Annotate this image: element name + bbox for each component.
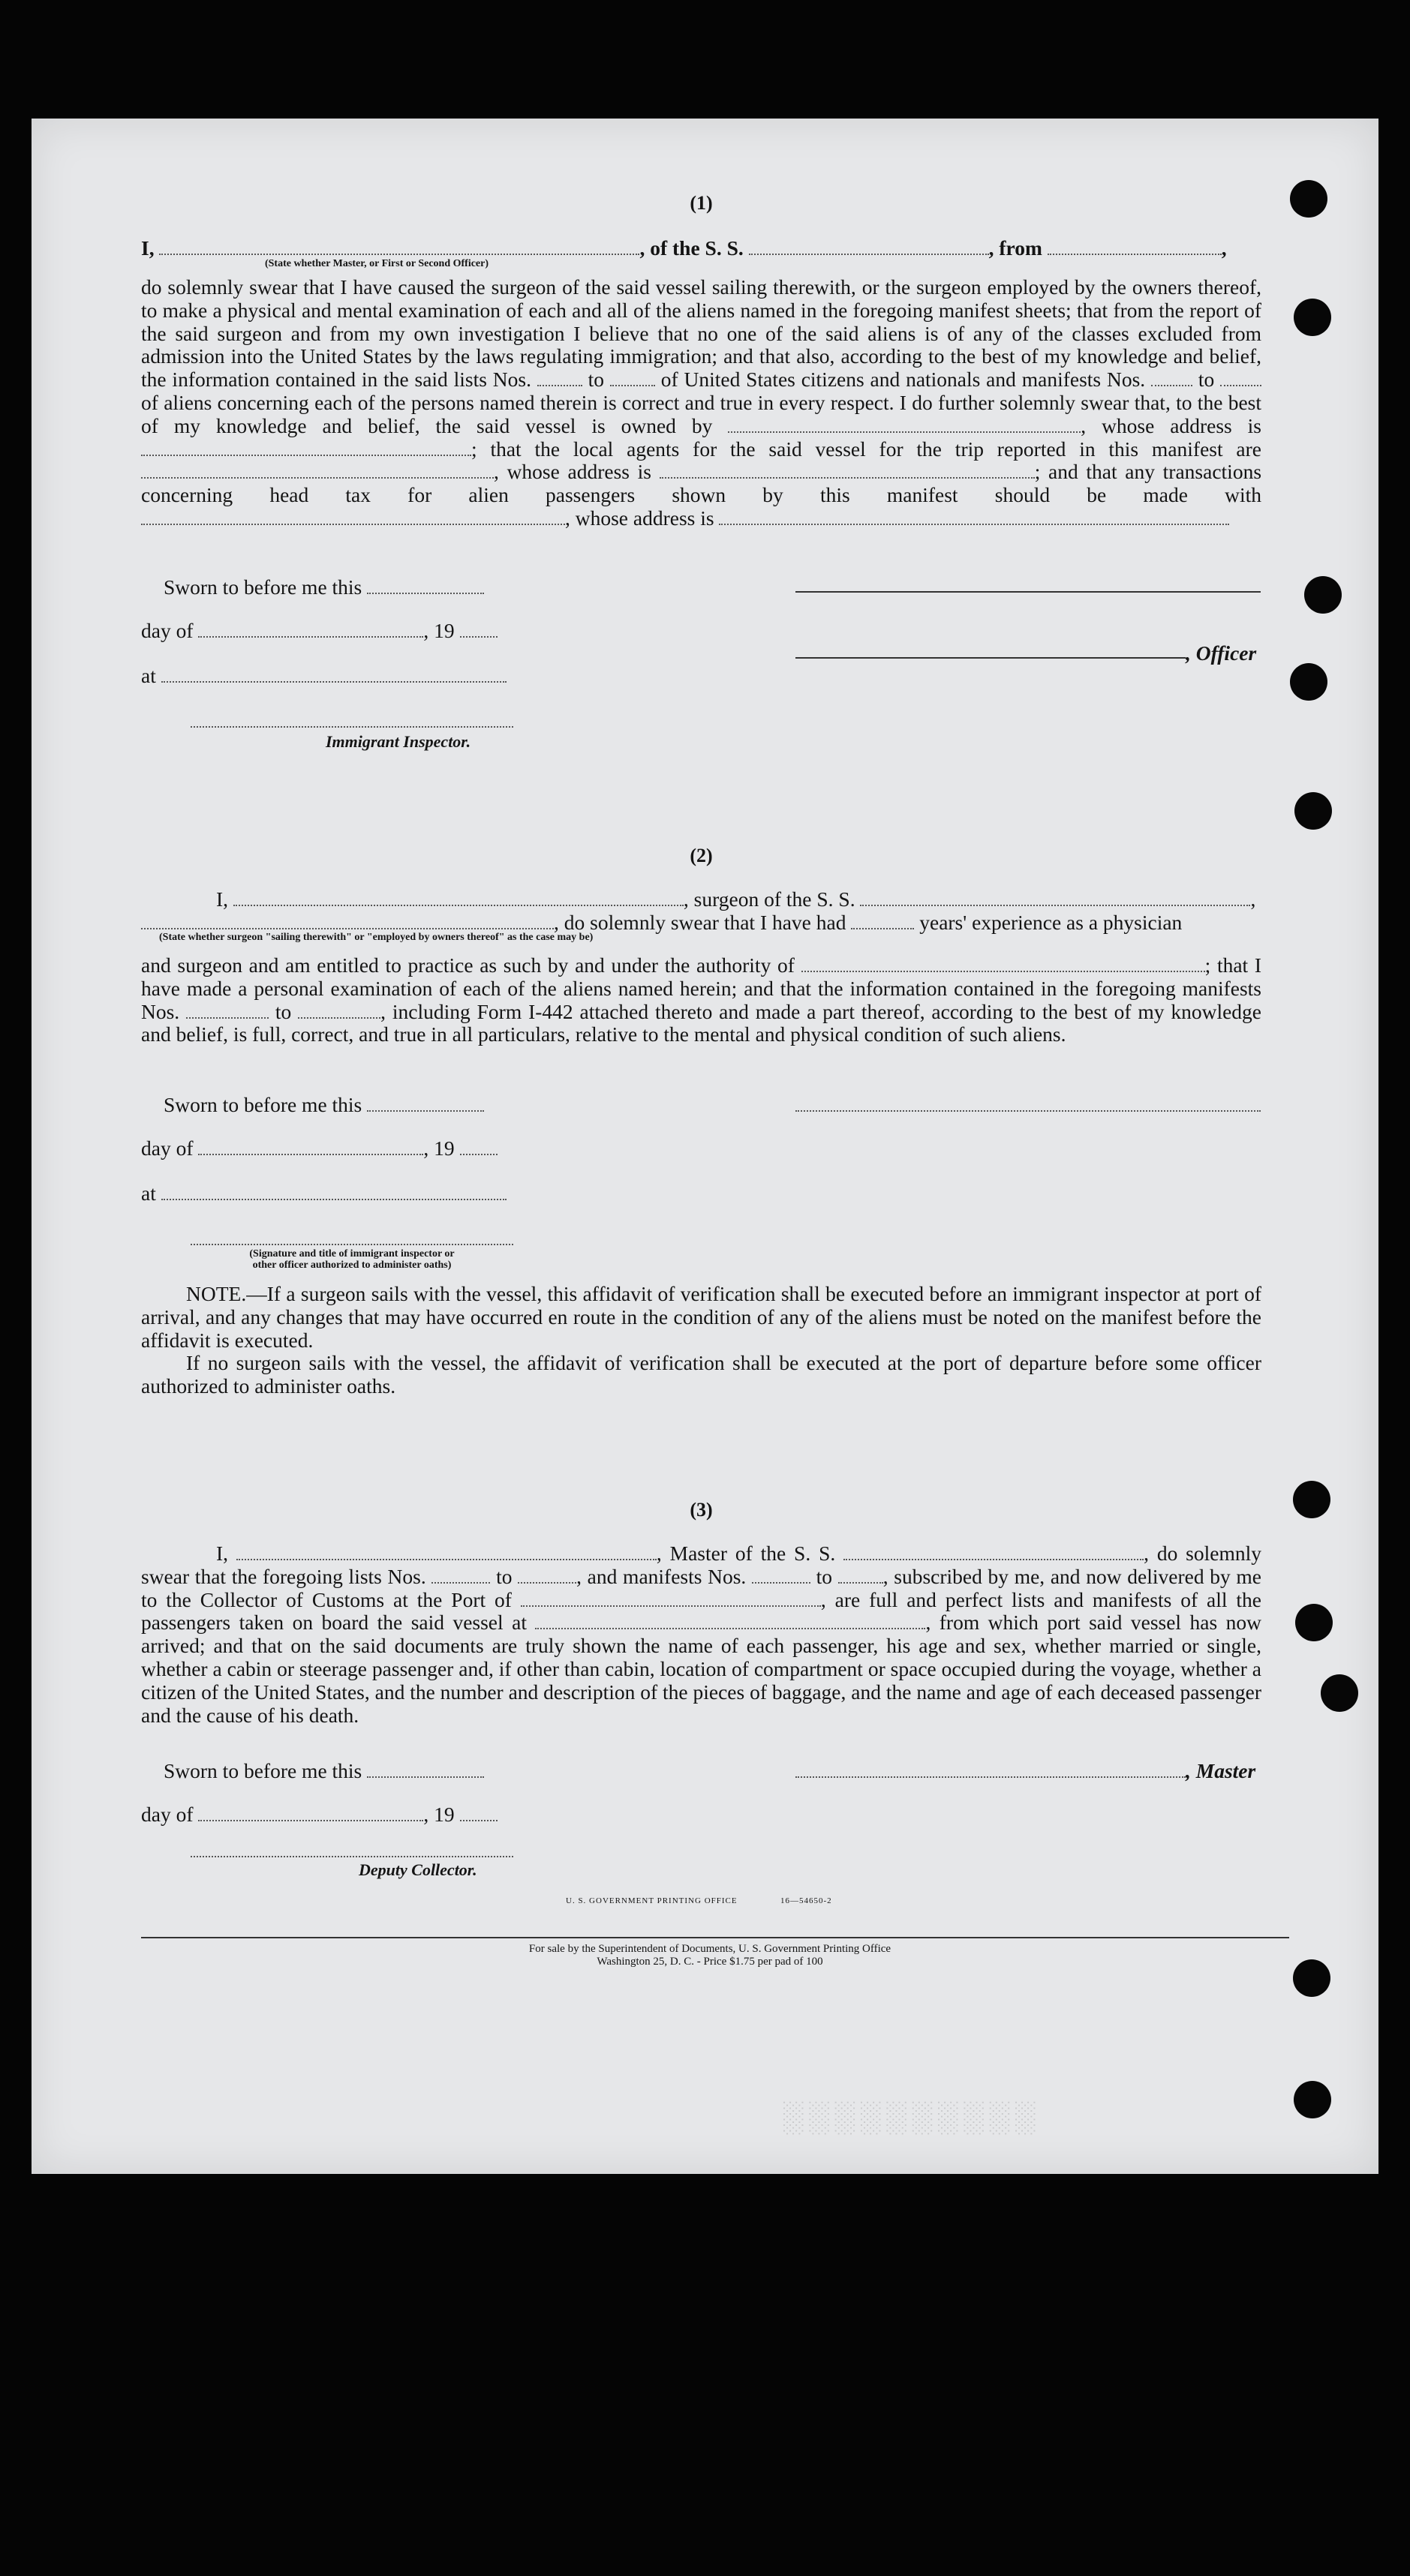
sworn-day-field[interactable] (367, 1761, 484, 1778)
sworn-month-field[interactable] (198, 1138, 423, 1155)
binder-hole (1293, 1481, 1330, 1518)
master-name-field[interactable] (236, 1543, 657, 1560)
binder-hole (1294, 2081, 1331, 2118)
manifests-from-field[interactable] (752, 1566, 810, 1583)
affidavit-2-body: and surgeon and am entitled to practice as such by and under the authority of ; that I have made a personal examination of each of the aliens named herein; and that the information contained in the foregoing manifests Nos. to , including Form I-442 attached thereto and made a part thereof, according to the best of my knowledge and belief, is full, correct, and true in all particulars, relative to the mental and physical condition of such aliens. (141, 953, 1262, 1046)
sworn-month-field[interactable] (198, 1804, 423, 1821)
arrival-port-field[interactable] (521, 1589, 821, 1606)
affidavit-3-body: I, , Master of the S. S. , do solemnly swear that the foregoing lists Nos. to , and manifests Nos. to , subscribed by me, and now delivered by me to the Collector of Customs at the Port of , are full and perfect lists and manifests of all the passengers taken on board the said vessel at , from which port said vessel has now arrived; and that on the said documents are truly shown the name of each passenger, his age and sex, whether married or single, whether a cabin or steerage passenger and, if other than cabin, location of compartment or space occupied during the voyage, whether a citizen of the United States, and the number and description of the pieces of baggage, and the name and age of each deceased passenger and the cause of his death. (141, 1542, 1262, 1727)
affidavit-2-opening: I, , surgeon of the S. S. , , do solemnly swear that I have had years' experience as a physician (141, 888, 1261, 935)
sale-notice: For sale by the Superintendent of Documents, U. S. Government Printing Office Washington 25, D. C. - Price $1.75 per pad of 100 (528, 1943, 891, 1968)
footer-rule (141, 1937, 1289, 1938)
agents-address-field[interactable] (660, 461, 1035, 479)
binder-hole (1304, 576, 1342, 614)
bleed-through: ░░░░░░░░░░ (782, 2100, 1040, 2133)
departure-port-field[interactable] (1048, 238, 1222, 255)
binder-hole (1295, 1604, 1333, 1641)
surgeon-name-field[interactable] (233, 889, 684, 906)
sworn-year-field[interactable] (460, 1138, 498, 1155)
affidavit-3-number: (3) (690, 1499, 713, 1521)
officer-signature-line[interactable] (795, 591, 1261, 593)
alien-manifest-to-field[interactable] (1220, 369, 1261, 386)
officer-rank-caption: (State whether Master, or First or Second Officer) (264, 258, 489, 269)
sworn-month-field[interactable] (198, 620, 423, 638)
binder-hole (1290, 663, 1327, 701)
sworn-day-field[interactable] (367, 1094, 484, 1112)
years-experience-field[interactable] (851, 911, 914, 929)
binder-hole (1321, 1674, 1358, 1712)
lists-from-field[interactable] (431, 1566, 490, 1583)
lists-to-field[interactable] (518, 1566, 576, 1583)
citizen-list-from-field[interactable] (537, 369, 582, 386)
citizen-list-to-field[interactable] (610, 369, 655, 386)
practice-authority-field[interactable] (801, 955, 1205, 972)
form-number: 16—54650-2 (780, 1896, 832, 1905)
officer-rank-field[interactable] (159, 238, 639, 255)
sworn-day-field[interactable] (367, 577, 484, 594)
binder-hole (1294, 299, 1331, 336)
head-tax-address-field[interactable] (719, 508, 1229, 525)
binder-hole (1293, 1959, 1330, 1997)
examined-manifest-to-field[interactable] (298, 1001, 380, 1018)
master-signature-line[interactable] (795, 1776, 1186, 1778)
vessel-owner-field[interactable] (728, 415, 1081, 432)
sworn-place-field[interactable] (161, 1183, 507, 1200)
printer-imprint: U. S. GOVERNMENT PRINTING OFFICE (566, 1896, 738, 1905)
local-agents-field[interactable] (141, 461, 494, 479)
binder-hole (1294, 792, 1332, 830)
collector-signature-line[interactable] (191, 1856, 513, 1857)
inspector-signature-line[interactable] (191, 726, 513, 728)
surgeon-status-caption: (State whether surgeon "sailing therewith" or "employed by owners thereof" as the case may be) (159, 932, 594, 943)
surgeon-vessel-field[interactable] (860, 889, 1250, 906)
surgeon-status-field[interactable] (141, 911, 554, 929)
sworn-place-field[interactable] (161, 665, 507, 683)
examined-manifest-from-field[interactable] (186, 1001, 269, 1018)
manifests-to-field[interactable] (838, 1566, 883, 1583)
master-vessel-field[interactable] (843, 1543, 1144, 1560)
affidavit-2-note: NOTE.—If a surgeon sails with the vessel, this affidavit of verification shall be executed before an immigrant inspector at port of arrival, and any changes that may have occurred en route in the condition of any of the aliens must be noted on the manifest before the affidavit is executed. If no surgeon sails with the vessel, the affidavit of verification shall be executed at the port of departure before some officer authorized to administer oaths. (141, 1282, 1261, 1398)
vessel-name-field[interactable] (749, 238, 989, 255)
owner-address-field[interactable] (141, 438, 471, 455)
alien-manifest-from-field[interactable] (1151, 369, 1192, 386)
surgeon-signature-line[interactable] (795, 1110, 1261, 1112)
binder-hole (1290, 180, 1327, 218)
sworn-year-field[interactable] (460, 1804, 498, 1821)
affidavit-1-opening-line: I, , of the S. S. , from , (141, 236, 1227, 260)
embarkation-port-field[interactable] (535, 1612, 925, 1629)
sworn-year-field[interactable] (460, 620, 498, 638)
affidavit-2-number: (2) (690, 845, 713, 866)
manifest-page: ░░░░░░░░░░ (1) I, , of the S. S. , from , (State whether Master, or First or Second Officer) do solemnly swear that I have caused the surgeon of the said vessel sailing therewith, or the surgeon employed by the owners thereof, to make a physical and mental examination of each and all of the aliens named in the foregoing manifest sheets; that from the report of the said surgeon and from my own investigation I believe that no one of the said aliens is of any of the classes excluded from admission into the United States by the laws regulating immigration; and that also, according to the best of my knowledge and belief, the information contained in the said lists Nos. to of United States citizens and nationals and manifests Nos. to of aliens concerning each of the persons named therein is correct and true in every respect. I do further solemnly swear that, to the best of my knowledge and belief, the said vessel is owned by , whose address is ; that the local agents for the said vessel for the trip reported in this manifest are , whose address is ; and that any transactions concerning head tax for alien passengers shown by this manifest should be made with , whose address is Sworn to before me this day of , 19 , Officer at Immigrant Inspector. (2) I, , surgeon of the S. S. , , do solemnly swear that I have had years' experience as a physician (State whether surgeon "sailing therewith" or "employed by owners thereof" as the case may be) and surgeon and am entitled to practice as such by and under the authority of ; that I have made a personal examination of each of the aliens named herein; and that the information contained in the foregoing manifests Nos. to , including Form I-442 attached thereto and made a part thereof, according to the best of my knowledge and belief, is full, correct, and true in all particulars, relative to the mental and physical condition of such aliens. Sworn to before me this day of , 19 at (Signature and title of immigrant inspector or other officer authorized to administer oaths) NOTE.—If a surgeon sails with the vessel, this affidavit of verification shall be executed before an immigrant inspector at port of arrival, and any changes that may have occurred en route in the condition of any of the aliens must be noted on the manifest before the affidavit is executed. If no surgeon sails with the vessel, the affidavit of verification shall be executed at the port of departure before some officer authorized to administer oaths. (3) I, , Master of the S. S. , do solemnly swear that the foregoing lists Nos. to , and manifests Nos. to , subscribed by me, and now delivered by me to the Collector of Customs at the Port of , are full and perfect lists and manifests of all the passengers taken on board the said vessel at , from which port said vessel has now arrived; and that on the said documents are truly shown the name of each passenger, his age and sex, whether married or single, whether a cabin or steerage passenger and, if other than cabin, location of compartment or space occupied during the voyage, whether a citizen of the United States, and the number and description of the pieces of baggage, and the name and age of each deceased passenger and the cause of his death. Sworn to before me this , Master day of , 19 Deputy Collector. U. S. GOVERNMENT PRINTING OFFICE 16—54650-2 For sale by the Superintendent of Documents, U. S. Government Printing Office Washington 25, D. C. - Price $1.75 per pad of 100 (32, 119, 1378, 2174)
affidavit-1-number: (1) (690, 192, 713, 214)
affidavit-1-body: do solemnly swear that I have caused the surgeon of the said vessel sailing therewith, or the surgeon employed by the owners thereof, to make a physical and mental examination of each and all of the aliens named in the foregoing manifest sheets; that from the report of the said surgeon and from my own investigation I believe that no one of the said aliens is of any of the classes excluded from admission into the United States by the laws regulating immigration; and that also, according to the best of my knowledge and belief, the information contained in the said lists Nos. to of United States citizens and nationals and manifests Nos. to of aliens concerning each of the persons named therein is correct and true in every respect. I do further solemnly swear that, to the best of my knowledge and belief, the said vessel is owned by , whose address is ; that the local agents for the said vessel for the trip reported in this manifest are , whose address is ; and that any transactions concerning head tax for alien passengers shown by this manifest should be made with , whose address is (141, 275, 1262, 530)
officer-name-line[interactable] (795, 657, 1186, 659)
inspector-signature-line[interactable] (191, 1244, 513, 1245)
head-tax-contact-field[interactable] (141, 508, 565, 525)
